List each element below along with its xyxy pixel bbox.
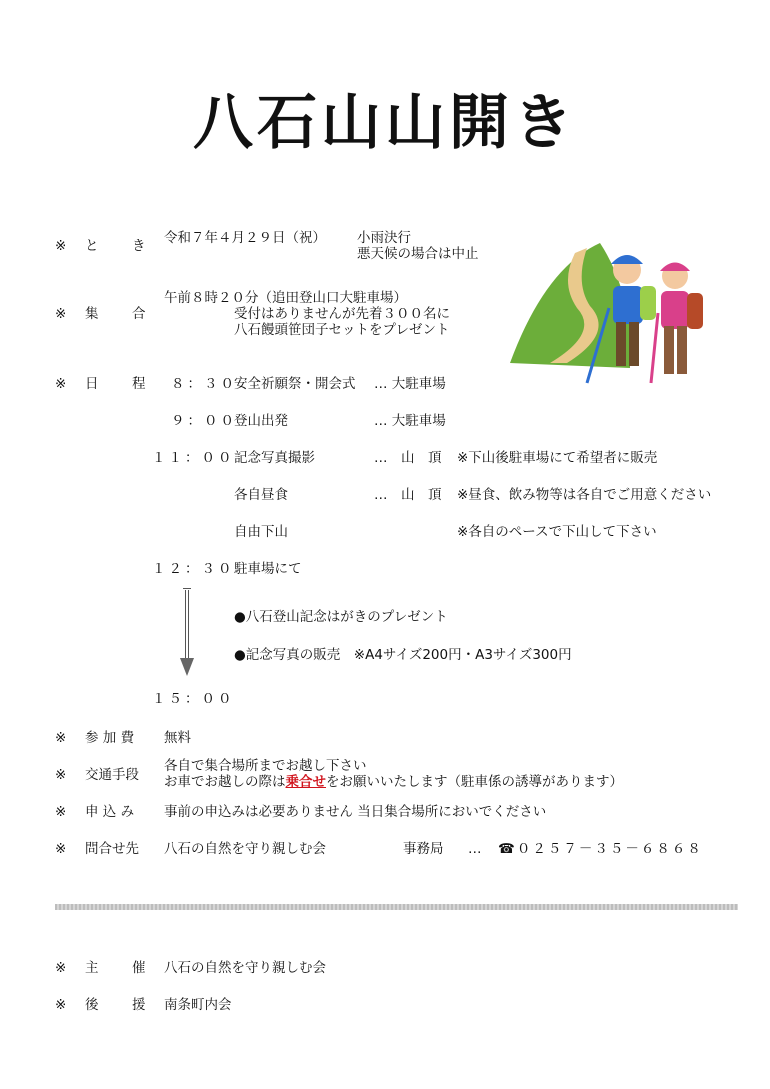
bullet-postcard: ●八石登山記念はがきのプレゼント <box>234 609 448 625</box>
itinerary-event: 登山出発 <box>234 413 288 429</box>
rain-note: 小雨決行 <box>357 230 411 246</box>
itinerary-place: … 大駐車場 <box>374 376 446 392</box>
hiker-pink-icon <box>651 263 703 384</box>
itinerary-note: ※下山後駐車場にて希望者に販売 <box>457 450 658 466</box>
supporter-label: 後 援 <box>85 997 156 1013</box>
assembly-time: 午前８時２０分（追田登山口大駐車場） <box>164 290 407 306</box>
itinerary-place: … 大駐車場 <box>374 413 446 429</box>
transport-label: 交通手段 <box>85 767 139 783</box>
itinerary-event: 各自昼食 <box>234 487 288 503</box>
mark: ※ <box>55 960 67 976</box>
itinerary-event: 駐車場にて <box>234 561 302 577</box>
itinerary-time: １１：００ <box>152 450 235 466</box>
fee-label: 参 加 費 <box>85 730 135 746</box>
arrow-shaft <box>185 590 189 660</box>
assembly-note-1: 受付はありませんが先着３００名に <box>234 306 450 322</box>
contact-dots: … <box>468 841 482 857</box>
assembly-label: 集 合 <box>85 306 156 322</box>
itinerary-label: 日 程 <box>85 376 156 392</box>
contact-label: 問合せ先 <box>85 841 139 857</box>
divider <box>55 904 738 910</box>
mark: ※ <box>55 997 67 1013</box>
apply-label: 申 込 み <box>85 804 135 820</box>
mountain-icon <box>510 243 630 368</box>
organizer-label: 主 催 <box>85 960 156 976</box>
mark: ※ <box>55 238 67 254</box>
assembly-note-2: 八石饅頭笹団子セットをプレゼント <box>234 322 450 338</box>
itinerary-event: 記念写真撮影 <box>234 450 315 466</box>
itinerary-place: … 山 頂 <box>374 487 442 503</box>
itinerary-note: ※昼食、飲み物等は各自でご用意ください <box>457 487 712 503</box>
cancel-note: 悪天候の場合は中止 <box>357 246 479 262</box>
mark: ※ <box>55 306 67 322</box>
when-label: と き <box>85 238 156 254</box>
page-title: 八石山山開き <box>193 88 577 158</box>
mark: ※ <box>55 767 67 783</box>
contact-phone: ☎０２５７－３５－６８６８ <box>498 841 703 857</box>
mark: ※ <box>55 841 67 857</box>
arrow-down-icon <box>180 658 194 676</box>
itinerary-time: ９：００ <box>171 413 237 429</box>
hikers-illustration <box>505 238 715 388</box>
mark: ※ <box>55 804 67 820</box>
transport-line-2: お車でお越しの際は乗合せをお願いいたします（駐車係の誘導があります） <box>164 774 623 790</box>
supporter-value: 南条町内会 <box>164 997 232 1013</box>
organizer-value: 八石の自然を守り親しむ会 <box>164 960 326 976</box>
itinerary-event: 自由下山 <box>234 524 288 540</box>
itinerary-time: １２：３０ <box>152 561 235 577</box>
fee-value: 無料 <box>164 730 191 746</box>
event-date: 令和７年４月２９日（祝） <box>164 230 326 246</box>
itinerary-place: … 山 頂 <box>374 450 442 466</box>
end-time: １５：００ <box>152 691 235 707</box>
mark: ※ <box>55 730 67 746</box>
contact-org: 八石の自然を守り親しむ会 <box>164 841 326 857</box>
carpool-emphasis: 乗合せ <box>285 774 326 790</box>
mark: ※ <box>55 376 67 392</box>
itinerary-time: ８：３０ <box>171 376 237 392</box>
contact-office: 事務局 <box>403 841 444 857</box>
itinerary-event: 安全祈願祭・開会式 <box>234 376 356 392</box>
transport-line-1: 各自で集合場所までお越し下さい <box>164 758 367 774</box>
bullet-photo-sale: ●記念写真の販売 ※A4サイズ200円・A3サイズ300円 <box>234 647 572 663</box>
apply-value: 事前の申込みは必要ありません 当日集合場所においでください <box>164 804 547 820</box>
itinerary-note: ※各自のペースで下山して下さい <box>457 524 657 540</box>
